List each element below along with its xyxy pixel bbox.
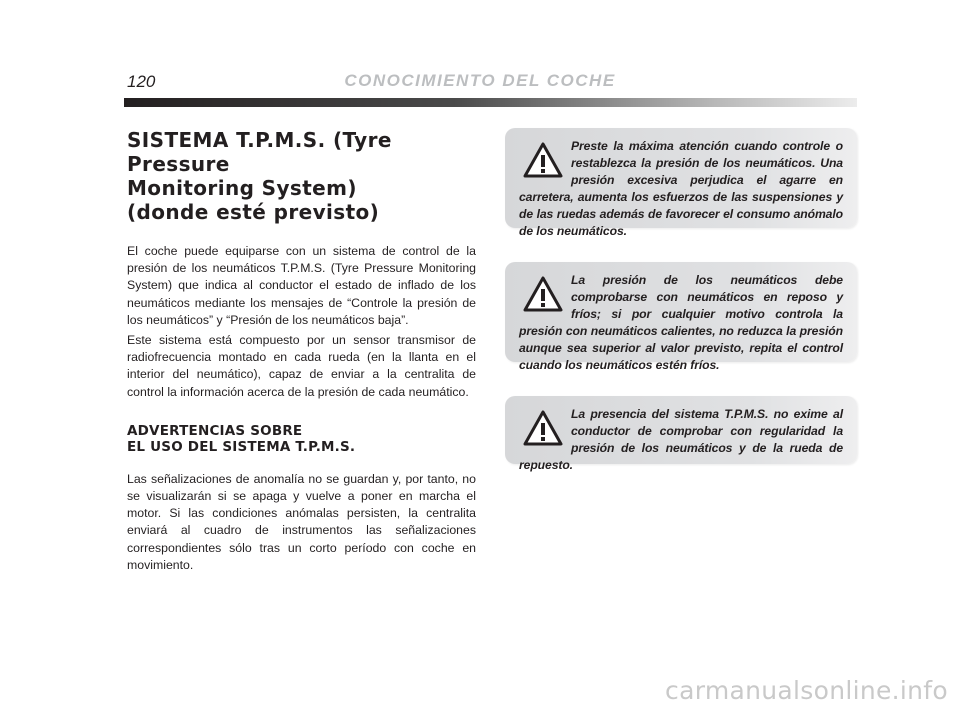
warning-text: La presencia del sistema T.P.M.S. no exime al conductor de comprobar con regularidad la presión de los neumáticos y de la rueda de repuesto. (519, 407, 843, 472)
warning-text: La presión de los neumáticos debe comprobarse con neumáticos en reposo y fríos; si por cualquier motivo controla la presión con neumáticos calientes, no reduzca la presión aunque sea superior al valor previsto, repita el control cuando los neumáticos estén fríos. (519, 273, 843, 372)
watermark: carmanualsonline.info (665, 676, 948, 705)
warning-triangle-icon (523, 142, 563, 178)
intro-paragraph: El coche puede equiparse con un sistema de control de la presión de los neumáticos T.P.M.S. (Tyre Pressure Monitoring System) que indica al conductor el estado de inflado de los neumáticos mediante los mensajes de “Controle la presión de los neumáticos” y “Presión de los neumáticos baja”. (127, 244, 476, 327)
subsection-title-line: ADVERTENCIAS SOBRE (127, 422, 303, 439)
main-column (127, 128, 476, 574)
warning-box-pressure-attention (505, 128, 857, 238)
warning-triangle-icon (523, 276, 563, 312)
subsection-title-line: EL USO DEL SISTEMA T.P.M.S. (127, 438, 356, 455)
warning-text: Preste la máxima atención cuando controle o restablezca la presión de los neumáticos. Una presión excesiva perjudica el agarre en carretera, aumenta los esfuerzos de las suspensiones y de las ruedas además de favorecer el consumo anómalo de los neumáticos. (519, 139, 843, 238)
header-rule (124, 98, 857, 107)
section-title-line: Monitoring System) (127, 176, 357, 200)
system-description-paragraph: Este sistema está compuesto por un sensor transmisor de radiofrecuencia montado en cada rueda (en la llanta en el interior del neumático), capaz de enviar a la centralita de control la información acerca de la presión de cada neumático. (127, 333, 476, 399)
section-title-line: SISTEMA T.P.M.S. (Tyre Pressure (127, 128, 392, 176)
warning-triangle-icon (523, 410, 563, 446)
section-title-line: (donde esté previsto) (127, 200, 380, 224)
running-head: CONOCIMIENTO DEL COCHE (344, 71, 616, 90)
warning-box-driver-responsibility (505, 396, 857, 472)
page-number: 120 (127, 72, 156, 91)
warning-box-cold-tyres (505, 262, 857, 372)
usage-warnings-paragraph: Las señalizaciones de anomalía no se guardan y, por tanto, no se visualizarán si se apaga y vuelve a poner en marcha el motor. Si las condiciones anómalas persisten, la centralita enviará al cuadro de instrumentos las señalizaciones correspondientes sólo tras un corto período con coche en movimiento. (127, 471, 476, 572)
subsection-title (127, 423, 476, 455)
section-title (127, 128, 476, 224)
